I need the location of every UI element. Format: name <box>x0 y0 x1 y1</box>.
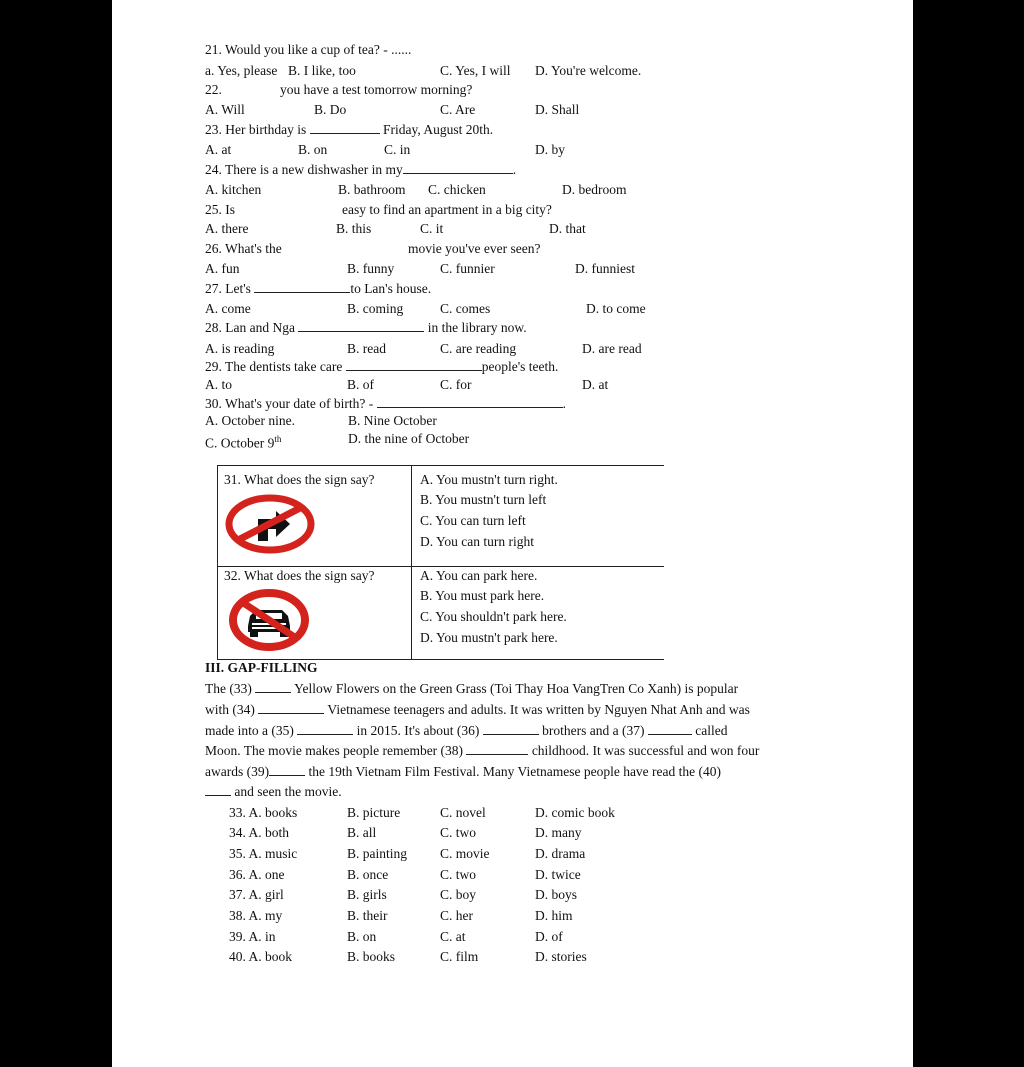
question-30-post: . <box>562 396 567 411</box>
answer-33-b: B. picture <box>347 805 401 820</box>
q23-option-a: A. at <box>205 142 232 157</box>
table-divider-horizontal <box>218 566 664 567</box>
passage-line-2 <box>205 702 750 718</box>
answer-38-d: D. him <box>535 908 573 923</box>
passage-text: awards (39) <box>205 764 270 779</box>
q21-option-c: C. Yes, I will <box>440 63 511 78</box>
passage-line-3 <box>205 723 727 739</box>
no-right-turn-sign-icon <box>224 493 316 555</box>
question-24 <box>205 162 516 178</box>
question-24-post: . <box>512 162 517 177</box>
passage-text: the 19th Vietnam Film Festival. Many Vietnamese people have read the (40) <box>308 764 722 779</box>
passage-text: called <box>695 723 728 738</box>
answer-39-d: D. of <box>535 929 563 944</box>
sign-question-table <box>217 465 664 660</box>
answer-36-a: 36. A. one <box>229 867 285 882</box>
answer-blank <box>255 681 291 693</box>
question-29-pre: 29. The dentists take care <box>205 359 343 374</box>
answer-blank <box>648 723 692 735</box>
question-25-number: 25. Is <box>205 202 235 217</box>
answer-blank <box>297 723 353 735</box>
answer-blank <box>310 122 380 134</box>
question-26-text: movie you've ever seen? <box>408 241 541 256</box>
q26-option-a: A. fun <box>205 261 240 276</box>
q26-option-c: C. funnier <box>440 261 495 276</box>
passage-text: childhood. It was successful and won four <box>531 743 760 758</box>
answer-blank <box>403 162 513 174</box>
answer-40-d: D. stories <box>535 949 587 964</box>
q25-option-c: C. it <box>420 221 444 236</box>
q28-option-c: C. are reading <box>440 341 517 356</box>
question-28-pre: 28. Lan and Nga <box>205 320 295 335</box>
q31-option-c: C. You can turn left <box>420 513 526 528</box>
q22-option-a: A. Will <box>205 102 245 117</box>
section-heading: III. GAP-FILLING <box>205 660 318 675</box>
answer-38-b: B. their <box>347 908 388 923</box>
q21-option-d: D. You're welcome. <box>535 63 642 78</box>
question-22-text: you have a test tomorrow morning? <box>280 82 473 97</box>
q24-option-d: D. bedroom <box>562 182 627 197</box>
q22-option-c: C. Are <box>440 102 476 117</box>
passage-text: and seen the movie. <box>234 784 342 799</box>
q21-option-b: B. I like, too <box>288 63 356 78</box>
question-29 <box>205 359 558 375</box>
question-28-post: in the library now. <box>427 320 527 335</box>
answer-35-d: D. drama <box>535 846 586 861</box>
q27-option-c: C. comes <box>440 301 491 316</box>
passage-text: in 2015. It's about (36) <box>356 723 480 738</box>
question-29-post: people's teeth. <box>481 359 559 374</box>
question-27-post: to Lan's house. <box>350 281 432 296</box>
q29-option-b: B. of <box>347 377 374 392</box>
answer-34-b: B. all <box>347 825 377 840</box>
answer-blank <box>346 359 482 371</box>
answer-36-d: D. twice <box>535 867 581 882</box>
q28-option-a: A. is reading <box>205 341 275 356</box>
answer-38-a: 38. A. my <box>229 908 283 923</box>
answer-33-c: C. novel <box>440 805 486 820</box>
q25-option-d: D. that <box>549 221 586 236</box>
question-30-pre: 30. What's your date of birth? - <box>205 396 374 411</box>
passage-line-6 <box>205 784 342 800</box>
answer-35-c: C. movie <box>440 846 490 861</box>
q28-option-d: D. are read <box>582 341 642 356</box>
passage-text: Moon. The movie makes people remember (38) <box>205 743 464 758</box>
q27-option-b: B. coming <box>347 301 404 316</box>
answer-blank <box>466 743 528 755</box>
passage-text: Yellow Flowers on the Green Grass (Toi Thay Hoa VangTren Co Xanh) is popular <box>294 681 739 696</box>
q22-option-b: B. Do <box>314 102 347 117</box>
answer-40-a: 40. A. book <box>229 949 293 964</box>
q23-option-b: B. on <box>298 142 328 157</box>
no-parking-car-sign-icon <box>228 588 310 652</box>
q28-option-b: B. read <box>347 341 386 356</box>
answer-33-d: D. comic book <box>535 805 615 820</box>
q22-option-d: D. Shall <box>535 102 580 117</box>
answer-35-b: B. painting <box>347 846 407 861</box>
q32-option-b: B. You must park here. <box>420 588 545 603</box>
q32-option-d: D. You mustn't park here. <box>420 630 558 645</box>
question-22-number: 22. <box>205 82 222 97</box>
q31-option-d: D. You can turn right <box>420 534 534 549</box>
q30-option-c-label: C. October 9 <box>205 435 275 451</box>
answer-blank <box>269 764 305 776</box>
q24-option-b: B. bathroom <box>338 182 406 197</box>
answer-38-c: C. her <box>440 908 473 923</box>
question-23-pre: 23. Her birthday is <box>205 122 307 137</box>
answer-blank <box>258 702 324 714</box>
answer-blank <box>377 396 563 408</box>
q27-option-a: A. come <box>205 301 251 316</box>
table-divider-vertical <box>411 466 412 659</box>
q32-option-c: C. You shouldn't park here. <box>420 609 567 624</box>
ordinal-suffix: th <box>274 434 282 444</box>
q23-option-c: C. in <box>384 142 411 157</box>
answer-36-c: C. two <box>440 867 477 882</box>
question-27 <box>205 281 431 297</box>
passage-text: brothers and a (37) <box>542 723 645 738</box>
question-25-text: easy to find an apartment in a big city? <box>342 202 552 217</box>
question-23-post: Friday, August 20th. <box>382 122 494 137</box>
q24-option-c: C. chicken <box>428 182 486 197</box>
passage-text: with (34) <box>205 702 255 717</box>
answer-37-d: D. boys <box>535 887 578 902</box>
answer-blank <box>298 320 424 332</box>
question-30 <box>205 396 566 412</box>
q31-option-b: B. You mustn't turn left <box>420 492 547 507</box>
answer-39-b: B. on <box>347 929 377 944</box>
question-21: 21. Would you like a cup of tea? - ...... <box>205 42 412 57</box>
q30-option-d: D. the nine of October <box>348 431 470 446</box>
passage-line-5 <box>205 764 721 780</box>
answer-37-a: 37. A. girl <box>229 887 284 902</box>
question-28 <box>205 320 527 336</box>
answer-blank <box>254 281 350 293</box>
question-31: 31. What does the sign say? <box>224 472 375 487</box>
question-24-pre: 24. There is a new dishwasher in my <box>205 162 403 177</box>
q26-option-b: B. funny <box>347 261 395 276</box>
question-23 <box>205 122 493 138</box>
question-26-number: 26. What's the <box>205 241 282 256</box>
answer-34-a: 34. A. both <box>229 825 290 840</box>
q25-option-a: A. there <box>205 221 249 236</box>
passage-line-1 <box>205 681 738 697</box>
q30-option-c <box>205 431 281 452</box>
answer-39-c: C. at <box>440 929 466 944</box>
q29-option-a: A. to <box>205 377 232 392</box>
answer-37-b: B. girls <box>347 887 387 902</box>
question-32: 32. What does the sign say? <box>224 568 375 583</box>
q21-option-a: a. Yes, please <box>205 63 278 78</box>
answer-40-b: B. books <box>347 949 396 964</box>
q27-option-d: D. to come <box>586 301 646 316</box>
answer-39-a: 39. A. in <box>229 929 276 944</box>
answer-40-c: C. film <box>440 949 479 964</box>
answer-blank <box>205 784 231 796</box>
answer-36-b: B. once <box>347 867 389 882</box>
passage-line-4 <box>205 743 759 759</box>
q30-option-b: B. Nine October <box>348 413 437 428</box>
answer-37-c: C. boy <box>440 887 477 902</box>
answer-35-a: 35. A. music <box>229 846 298 861</box>
passage-text: made into a (35) <box>205 723 294 738</box>
q29-option-d: D. at <box>582 377 609 392</box>
answer-34-c: C. two <box>440 825 477 840</box>
worksheet-page <box>112 0 913 1067</box>
q31-option-a: A. You mustn't turn right. <box>420 472 558 487</box>
answer-33-a: 33. A. books <box>229 805 298 820</box>
q32-option-a: A. You can park here. <box>420 568 538 583</box>
q24-option-a: A. kitchen <box>205 182 262 197</box>
q26-option-d: D. funniest <box>575 261 635 276</box>
passage-text: The (33) <box>205 681 252 696</box>
question-27-pre: 27. Let's <box>205 281 251 296</box>
q29-option-c: C. for <box>440 377 472 392</box>
answer-34-d: D. many <box>535 825 582 840</box>
q30-option-a: A. October nine. <box>205 413 295 428</box>
q23-option-d: D. by <box>535 142 565 157</box>
q25-option-b: B. this <box>336 221 372 236</box>
answer-blank <box>483 723 539 735</box>
passage-text: Vietnamese teenagers and adults. It was written by Nguyen Nhat Anh and was <box>327 702 750 717</box>
